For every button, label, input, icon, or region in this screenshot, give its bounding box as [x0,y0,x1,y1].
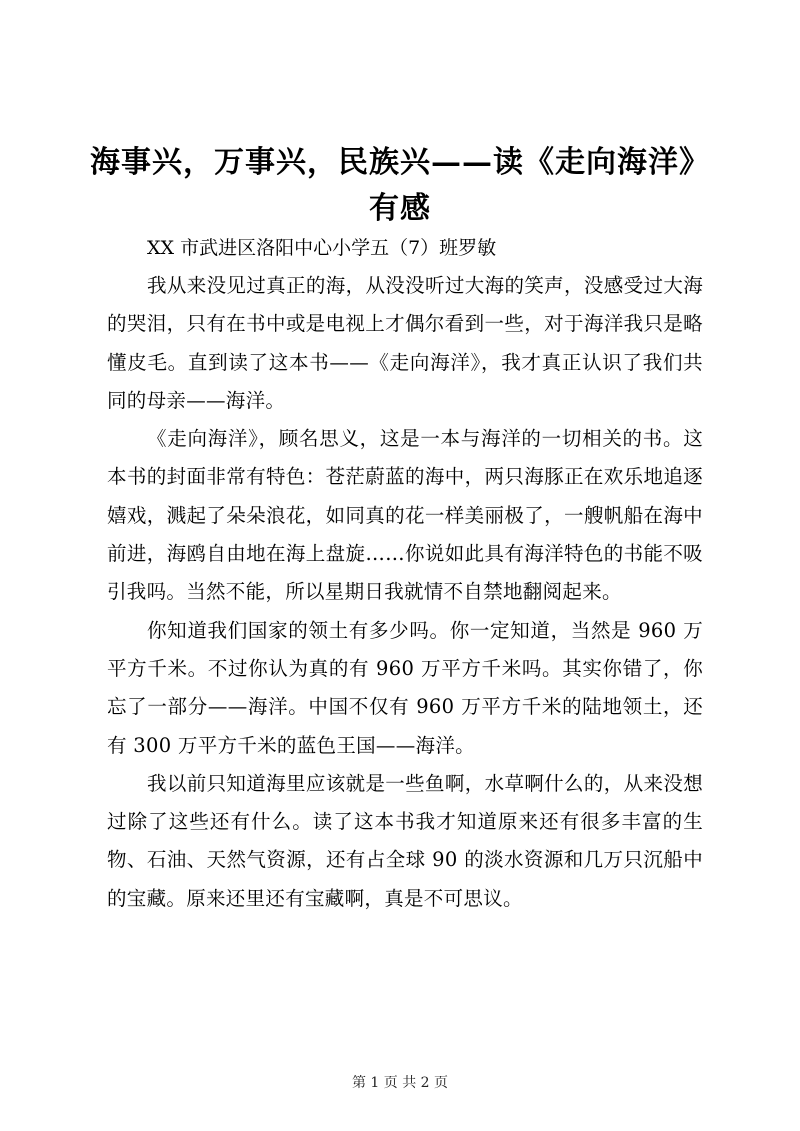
body-paragraph-1: 我从来没见过真正的海，从没没听过大海的笑声，没感受过大海的哭泪，只有在书中或是电视上才偶尔看到一些，对于海洋我只是略懂皮毛。直到读了这本书——《走向海洋》，我才真正认识了我们共同的母亲——海洋。 [107,274,703,412]
author-line: XX 市武进区洛阳中心小学五（7）班罗敏 [147,237,497,259]
document-body [107,267,703,918]
page-indicator: 第 1 页 共 2 页 [351,1075,449,1091]
body-paragraph-3: 你知道我们国家的领土有多少吗。你一定知道，当然是 960 万平方千米。不过你认为真的有 960 万平方千米吗。其实你错了，你忘了一部分——海洋。中国不仅有 960 万平方千米的陆地领土，还有 300 万平方千米的蓝色王国——海洋。 [107,618,703,757]
document-title: 海事兴，万事兴，民族兴——读《走向海洋》有感 [90,145,710,226]
page-footer [0,1073,800,1093]
body-paragraph-4: 我以前只知道海里应该就是一些鱼啊，水草啊什么的，从来没想过除了这些还有什么。读了这本书我才知道原来还有很多丰富的生物、石油、天然气资源，还有占全球 90 的淡水资源和几万只沉船中的宝藏。原来还里还有宝藏啊，真是不可思议。 [107,771,703,910]
body-paragraph-2: 《走向海洋》，顾名思义，这是一本与海洋的一切相关的书。这本书的封面非常有特色：苍茫蔚蓝的海中，两只海豚正在欢乐地追逐嬉戏，溅起了朵朵浪花，如同真的花一样美丽极了，一艘帆船在海中前进，海鸥自由地在海上盘旋……你说如此具有海洋特色的书能不吸引我吗。当然不能，所以星期日我就情不自禁地翻阅起来。 [107,427,703,604]
